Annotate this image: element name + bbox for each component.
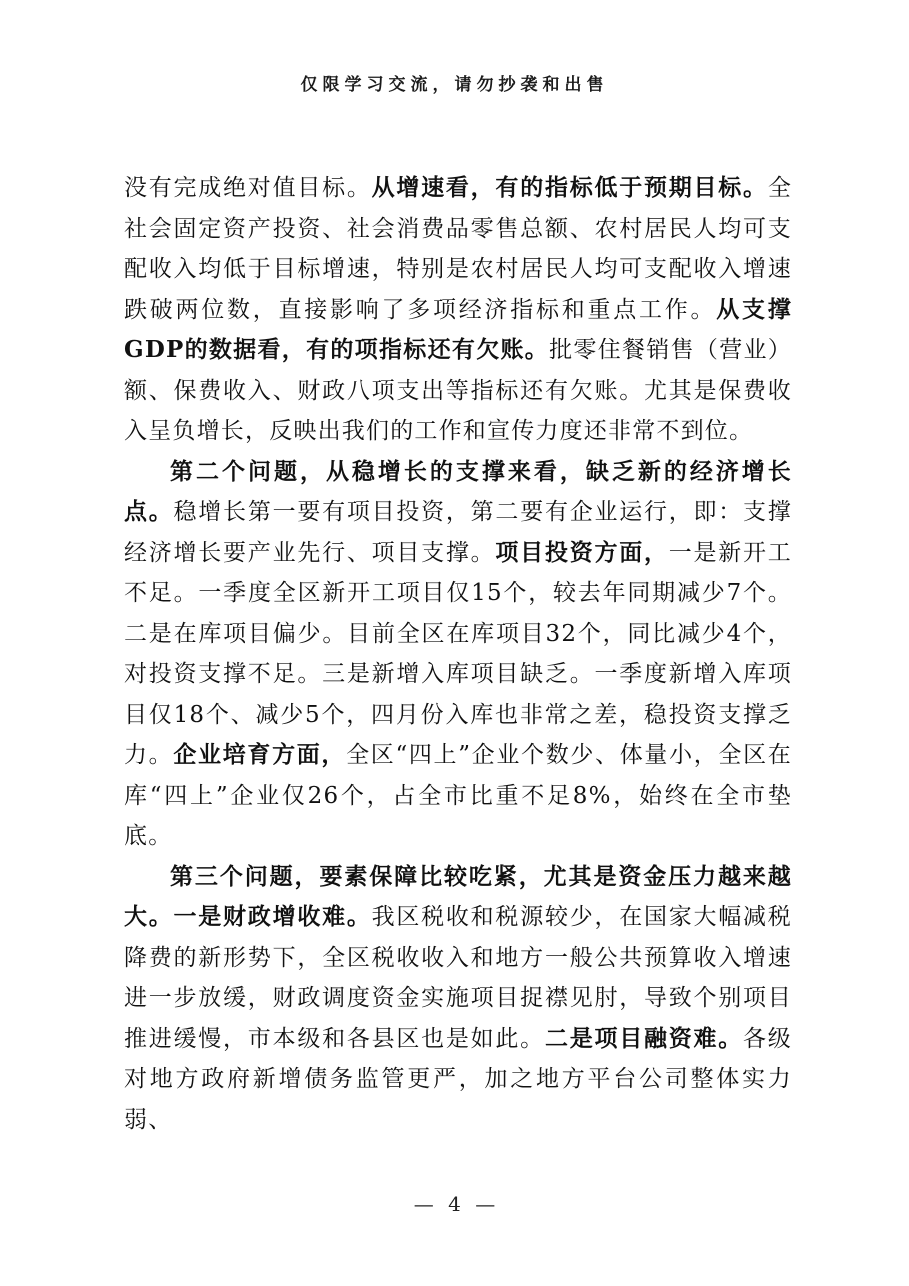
text-run: 没有完成绝对值目标。 [124, 175, 372, 201]
paragraph-2 [124, 452, 792, 857]
page-number: 4 [448, 1192, 461, 1216]
bold-phrase: 从增速看，有的指标低于预期目标。 [371, 174, 768, 201]
text-run: 各级对地方政府新增债务监管更严，加之地方平台公司整体实力弱、 [124, 1025, 792, 1133]
footer-dash-left: — [413, 1192, 434, 1216]
bold-phrase: 项目投资方面， [495, 538, 669, 566]
text-run: 全区“四上”企业个数少、体量小，全区在库“四上”企业仅26个，占全市比重不足8%，始终在全市垫底。 [124, 742, 792, 849]
footer-dash-right: — [475, 1192, 496, 1216]
section-heading: 第二个问题，从稳增长的支撑来看，缺乏新的经济增长点。 [124, 457, 792, 525]
page-header-notice: 仅限学习交流，请勿抄袭和出售 [300, 75, 609, 95]
document-body [124, 168, 792, 1140]
bold-phrase: 二是项目融资难。 [544, 1024, 744, 1052]
paragraph-3 [124, 857, 792, 1141]
bold-phrase: 企业培育方面， [173, 741, 347, 768]
bold-phrase: 从支撑GDP的数据看，有的项指标还有欠账。 [124, 295, 792, 363]
section-heading: 第三个问题，要素保障比较吃紧，尤其是资金压力越来越大。一是财政增收难。 [124, 862, 792, 930]
text-run: 稳增长第一要有项目投资，第二要有企业运行，即：支撑经济增长要产业先行、项目支撑。 [124, 499, 793, 566]
paragraph-1 [124, 168, 792, 452]
text-run: 全社会固定资产投资、社会消费品零售总额、农村居民人均可支配收入均低于目标增速，特别是农村居民人均可支配收入增速跌破两位数，直接影响了多项经济指标和重点工作。 [124, 175, 793, 323]
text-run: 批零住餐销售（营业）额、保费收入、财政八项支出等指标还有欠账。尤其是保费收入呈负增长，反映出我们的工作和宣传力度还非常不到位。 [124, 337, 792, 444]
page-footer [0, 1192, 909, 1216]
text-run: 我区税收和税源较少，在国家大幅减税降费的新形势下，全区税收收入和地方一般公共预算收入增速进一步放缓，财政调度资金实施项目捉襟见肘，导致个别项目推进缓慢，市本级和各县区也是如此。 [124, 904, 793, 1052]
text-run: 一是新开工不足。一季度全区新开工项目仅15个，较去年同期减少7个。二是在库项目偏少。目前全区在库项目32个，同比减少4个，对投资支撑不足。三是新增入库项目缺乏。一季度新增入库项目仅18个、减少5个，四月份入库也非常之差，稳投资支撑乏力。 [124, 539, 793, 768]
